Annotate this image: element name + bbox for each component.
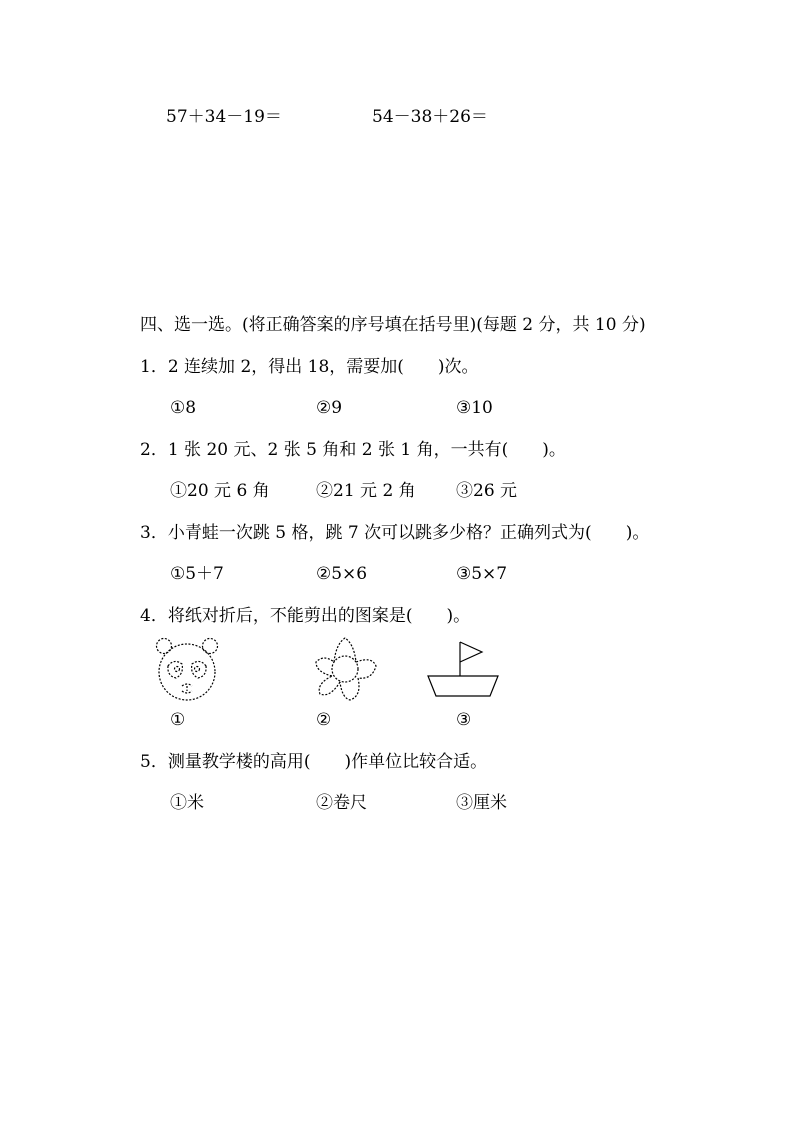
question-3-option-3: ③5×7 — [456, 564, 508, 584]
question-1-option-3: ③10 — [456, 398, 493, 418]
question-3-option-1: ①5＋7 — [170, 564, 224, 584]
panda-face-icon — [154, 636, 220, 702]
question-2-option-3: ③26 元 — [456, 481, 518, 501]
question-4-option-2: ② — [316, 710, 332, 730]
question-4-stem: 4．将纸对折后，不能剪出的图案是( )。 — [140, 606, 471, 626]
section-heading: 四、选一选。(将正确答案的序号填在括号里)(每题 2 分，共 10 分) — [140, 315, 646, 335]
equation-1: 57＋34－19＝ — [166, 107, 282, 127]
question-5-option-1: ①米 — [170, 793, 204, 813]
question-1-option-1: ①8 — [170, 398, 197, 418]
flower-sun-icon — [312, 636, 378, 702]
question-5-stem: 5．测量教学楼的高用( )作单位比较合适。 — [140, 752, 488, 772]
question-5-option-2: ②卷尺 — [316, 793, 367, 813]
equation-2: 54－38＋26＝ — [372, 107, 488, 127]
question-1-stem: 1．2 连续加 2，得出 18，需要加( )次。 — [140, 357, 479, 377]
question-2-stem: 2．1 张 20 元、2 张 5 角和 2 张 1 角，一共有( )。 — [140, 440, 566, 460]
sailboat-icon — [426, 638, 502, 700]
question-1-option-2: ②9 — [316, 398, 343, 418]
question-5-option-3: ③厘米 — [456, 793, 507, 813]
question-3-stem: 3．小青蛙一次跳 5 格，跳 7 次可以跳多少格？正确列式为( )。 — [140, 523, 650, 543]
question-2-option-1: ①20 元 6 角 — [170, 481, 270, 501]
question-2-option-2: ②21 元 2 角 — [316, 481, 416, 501]
question-3-option-2: ②5×6 — [316, 564, 368, 584]
question-4-option-1: ① — [170, 710, 186, 730]
question-4-option-3: ③ — [456, 710, 472, 730]
